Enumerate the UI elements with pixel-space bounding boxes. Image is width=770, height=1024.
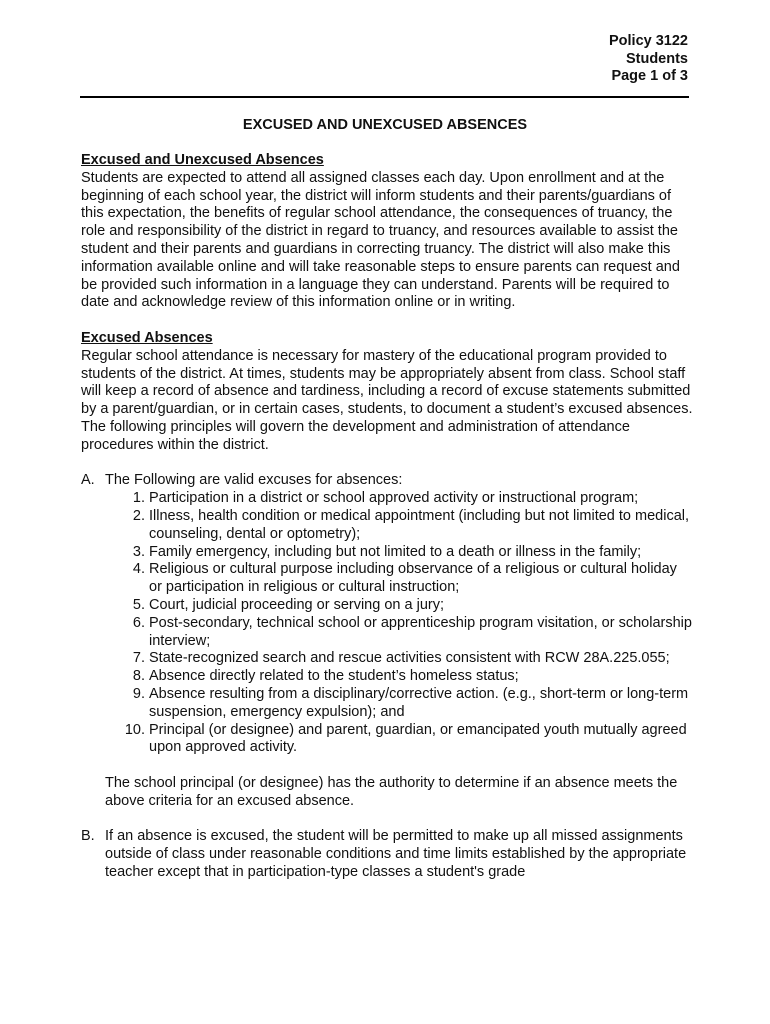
item-letter: A. — [81, 472, 95, 489]
item-number: 3. — [132, 543, 145, 560]
item-text: Illness, health condition or medical appointment (including but not limited to medical, counseling, dental or optometry); — [149, 507, 690, 542]
item-number: 2. — [132, 507, 145, 524]
section-excused-unexcused — [81, 152, 693, 312]
list-item — [105, 615, 693, 651]
page-indicator: Page 1 of 3 — [611, 68, 688, 84]
item-number: 8. — [132, 668, 145, 685]
document-title: EXCUSED AND UNEXCUSED ABSENCES — [242, 117, 528, 133]
list-item — [105, 508, 693, 544]
list-item — [105, 722, 693, 758]
item-number: 5. — [132, 596, 145, 613]
policy-category: Students — [625, 50, 688, 67]
list-item — [105, 561, 693, 597]
item-number: 6. — [132, 614, 145, 631]
list-item — [105, 686, 693, 722]
item-text: Religious or cultural purpose including observance of a religious or cultural holiday or participation in religious or cultural instruction; — [149, 561, 677, 596]
list-item — [105, 544, 693, 562]
list-item — [105, 650, 693, 668]
list-item-b — [81, 828, 693, 881]
list-item — [105, 597, 693, 615]
item-number: 4. — [132, 561, 145, 578]
header-divider — [80, 96, 689, 98]
item-intro: The Following are valid excuses for absences: — [105, 472, 403, 489]
item-number: 10. — [124, 721, 145, 738]
item-number: 9. — [132, 685, 145, 702]
section-paragraph: Regular school attendance is necessary for mastery of the educational program provided to students of the district. At times, students may be appropriately absent from class. School staff will keep a record of absence and tardiness, including a record of excuse statements submitted by a parent/guardian, or in certain cases, students, to document a student’s excused absences. The following principles will govern the development and administration of attendance procedures within the district. — [81, 347, 693, 453]
item-text: Absence directly related to the student’s homeless status; — [149, 668, 519, 685]
item-text: Post-secondary, technical school or apprenticeship program visitation, or scholarship interview; — [149, 614, 692, 649]
principal-authority-note: The school principal (or designee) has the authority to determine if an absence meets the above criteria for an excused absence. — [105, 774, 678, 809]
item-text: State-recognized search and rescue activities consistent with RCW 28A.225.055; — [149, 650, 670, 667]
list-item — [105, 490, 693, 508]
list-item — [105, 668, 693, 686]
item-number: 7. — [132, 650, 145, 667]
section-heading: Excused and Unexcused Absences — [81, 152, 324, 168]
item-text: Family emergency, including but not limited to a death or illness in the family; — [149, 543, 642, 560]
item-text: Absence resulting from a disciplinary/corrective action. (e.g., short-term or long-term suspension, emergency expulsion); and — [149, 685, 689, 720]
item-number: 1. — [132, 490, 145, 507]
excuse-list — [105, 490, 693, 757]
item-text: Participation in a district or school approved activity or instructional program; — [149, 490, 639, 507]
list-item-a — [81, 472, 693, 810]
document-body — [81, 152, 693, 899]
document-header — [609, 33, 688, 86]
item-text: Court, judicial proceeding or serving on a jury; — [149, 596, 444, 613]
section-paragraph: Students are expected to attend all assigned classes each day. Upon enrollment and at the beginning of each school year, the district will inform students and their parents/guardians of this expectation, the benefits of regular school attendance, the consequences of truancy, the role and responsibility of the district in regard to truancy, and resources available to assist the student and their parents and guardians in correcting truancy. The district will also make this information available online and will take reasonable steps to ensure parents can request and be provided such information in a language they can understand. Parents will be required to date and acknowledge review of this information online or in writing. — [81, 169, 680, 311]
item-text: Principal (or designee) and parent, guardian, or emancipated youth mutually agreed upon approved activity. — [149, 721, 687, 756]
section-excused — [81, 330, 693, 455]
section-heading: Excused Absences — [81, 329, 213, 346]
policy-number: Policy 3122 — [609, 33, 688, 49]
item-letter: B. — [81, 828, 95, 845]
item-text: If an absence is excused, the student will be permitted to make up all missed assignments outside of class under reasonable conditions and time limits established by the appropriate teacher except that in participation-type classes a student's grade — [105, 828, 687, 880]
